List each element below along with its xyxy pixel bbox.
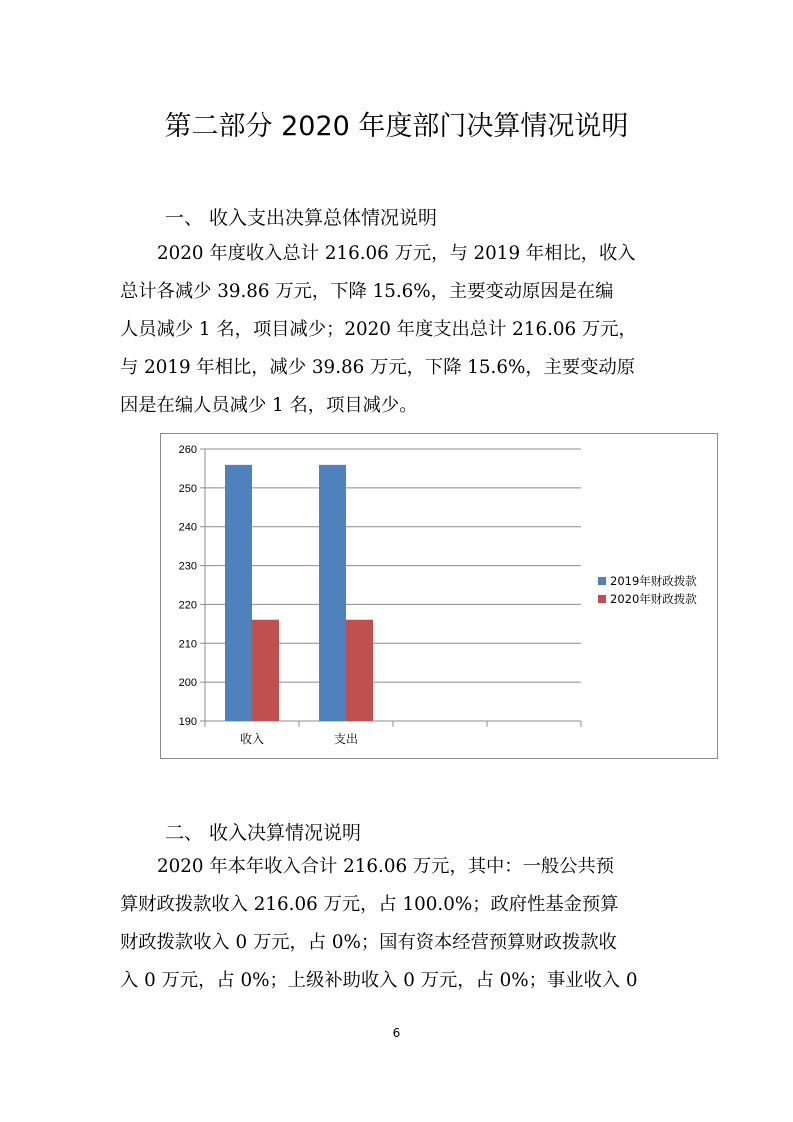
x-category-label: 支出 bbox=[333, 732, 359, 746]
section-1-paragraph bbox=[120, 235, 680, 425]
paragraph-line: 入 0 万元，占 0%；上级补助收入 0 万元，占 0%；事业收入 0 bbox=[120, 970, 638, 991]
y-tick-label: 210 bbox=[178, 638, 197, 651]
y-tick-label: 200 bbox=[178, 677, 197, 690]
legend-entry: 2019年财政拨款 bbox=[610, 574, 697, 588]
paragraph-line: 算财政拨款收入 216.06 万元，占 100.0%；政府性基金预算 bbox=[120, 894, 619, 915]
bar-2020-income bbox=[252, 620, 279, 721]
y-tick-label: 230 bbox=[178, 560, 197, 573]
page-number: 6 bbox=[392, 1026, 401, 1040]
bar-2019-expense bbox=[319, 465, 346, 721]
paragraph-line: 2020 年本年收入合计 216.06 万元，其中：一般公共预 bbox=[157, 856, 614, 877]
y-tick-label: 220 bbox=[178, 599, 197, 612]
legend-swatch bbox=[598, 595, 606, 603]
y-tick-label: 260 bbox=[178, 444, 197, 456]
paragraph-line: 因是在编人员减少 1 名，项目减少。 bbox=[120, 395, 418, 416]
bar-2020-expense bbox=[346, 620, 373, 721]
x-category-label: 收入 bbox=[239, 732, 265, 746]
section-2-heading: 二、 收入决算情况说明 bbox=[165, 822, 362, 844]
legend-swatch bbox=[598, 577, 606, 585]
chart-canvas bbox=[161, 434, 719, 760]
bar-2019-income bbox=[225, 465, 252, 721]
section-1-heading: 一、 收入支出决算总体情况说明 bbox=[165, 207, 438, 229]
y-tick-label: 240 bbox=[178, 521, 197, 534]
paragraph-line: 人员减少 1 名，项目减少；2020 年度支出总计 216.06 万元， bbox=[120, 319, 637, 340]
budget-bar-chart bbox=[160, 433, 718, 759]
paragraph-line: 总计各减少 39.86 万元，下降 15.6%，主要变动原因是在编 bbox=[120, 281, 614, 302]
legend-entry: 2020年财政拨款 bbox=[610, 592, 697, 606]
paragraph-line: 2020 年度收入总计 216.06 万元，与 2019 年相比，收入 bbox=[157, 243, 636, 264]
y-tick-label: 190 bbox=[178, 716, 197, 728]
y-tick-label: 250 bbox=[178, 482, 197, 495]
page-title: 第二部分 2020 年度部门决算情况说明 bbox=[164, 111, 629, 142]
section-2-paragraph bbox=[120, 848, 680, 1000]
paragraph-line: 与 2019 年相比，减少 39.86 万元，下降 15.6%，主要变动原 bbox=[120, 357, 636, 378]
paragraph-line: 财政拨款收入 0 万元，占 0%；国有资本经营预算财政拨款收 bbox=[120, 932, 617, 953]
